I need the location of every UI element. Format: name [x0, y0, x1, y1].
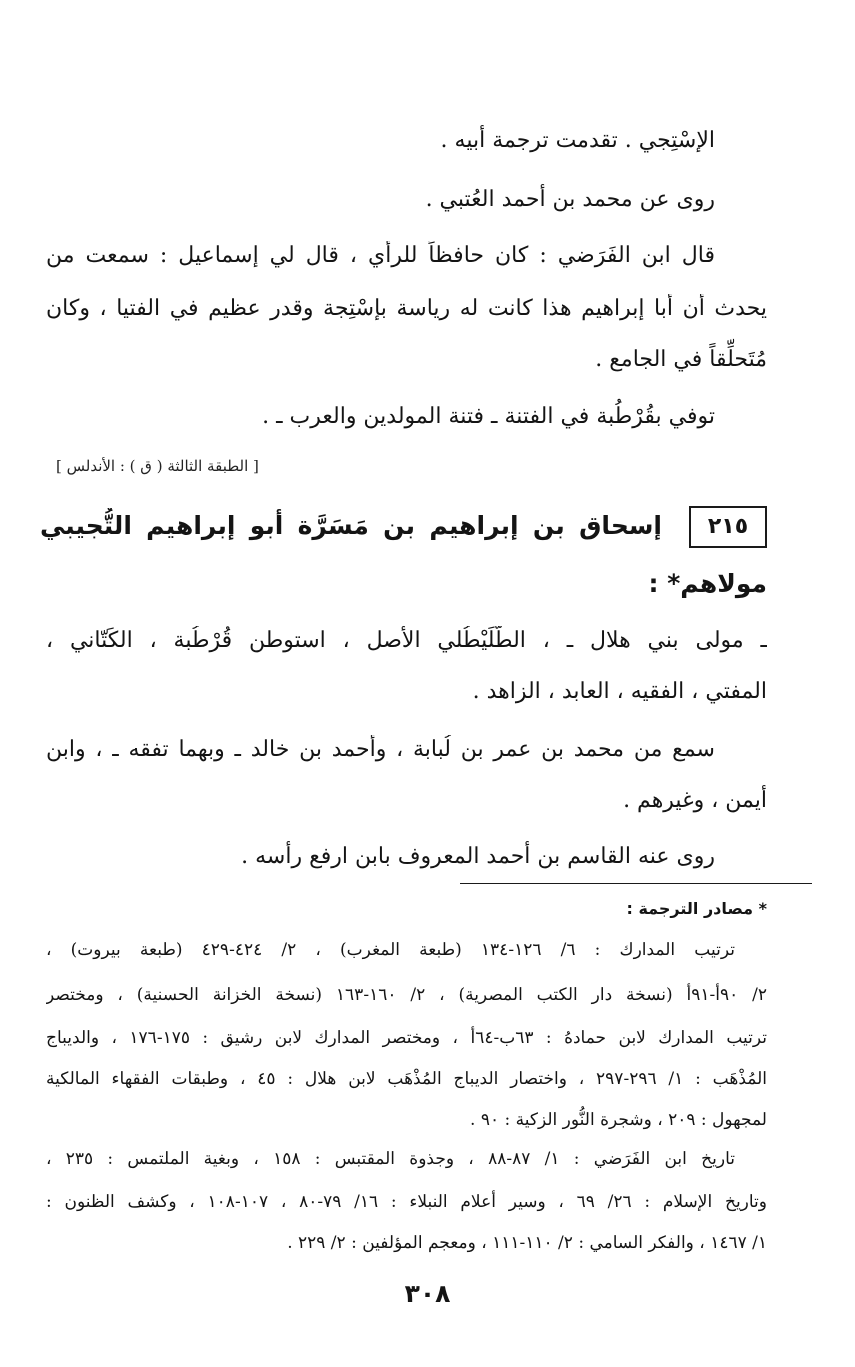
body-line-1: الإسْتِجي . تقدمت ترجمة أبيه .	[440, 128, 715, 153]
footnote-line-5: لمجهول : ٢٠٩ ، وشجرة النُّور الزكية : ٩٠ .	[470, 1110, 767, 1130]
entry-number-box	[689, 506, 767, 548]
entry-line-4: أيمن ، وغيرهم .	[623, 788, 767, 813]
body-line-3: قال ابن الفَرَضي : كان حافظاً للرأي ، قال لي إسماعيل : سمعت من	[46, 243, 715, 268]
entry-heading-line-2: مولاهم* :	[648, 569, 767, 598]
body-line-2: روى عن محمد بن أحمد العُتبي .	[425, 187, 715, 212]
entry-number: ٢١٥	[707, 514, 749, 539]
footnote-line-4: المُذْهَب : ١/ ٢٩٦-٢٩٧ ، واختصار الديباج المُذْهَب لابن هلال : ٤٥ ، وطبقات الفقهاء المالكية	[46, 1069, 767, 1089]
page-number: ٣٠٨	[404, 1279, 451, 1308]
tabaqa-tag: [ الطبقة الثالثة ( ق ) : الأندلس ]	[56, 457, 259, 475]
footnote-line-6: تاريخ ابن الفَرَضي : ١/ ٨٧-٨٨ ، وجذوة المقتبس : ١٥٨ ، وبغية الملتمس : ٢٣٥ ،	[46, 1149, 735, 1169]
entry-line-5: روى عنه القاسم بن أحمد المعروف بابن ارفع رأسه .	[241, 844, 715, 869]
footnote-title: * مصادر الترجمة :	[626, 899, 767, 918]
body-line-4: يحدث أن أبا إبراهيم هذا كانت له رياسة بإسْتِجة وقدر عظيم في الفتيا ، وكان	[46, 296, 767, 321]
footnote-line-2: ٢/ ٩٠أ-٩١أ (نسخة دار الكتب المصرية) ، ٢/ ١٦٠-١٦٣ (نسخة الخزانة الحسنية) ، ومختصر	[46, 985, 767, 1005]
body-line-6: توفي بقُرْطُبة في الفتنة ـ فتنة المولدين والعرب ـ .	[262, 404, 715, 429]
footnote-line-1: ترتيب المدارك : ٦/ ١٢٦-١٣٤ (طبعة المغرب) ، ٢/ ٤٢٤-٤٢٩ (طبعة بيروت) ،	[46, 940, 735, 960]
footnote-separator	[460, 883, 812, 884]
footnote-line-7: وتاريخ الإسلام : ٢٦/ ٦٩ ، وسير أعلام النبلاء : ١٦/ ٧٩-٨٠ ، ١٠٧-١٠٨ ، وكشف الظنون :	[46, 1192, 767, 1212]
footnote-line-3: ترتيب المدارك لابن حمادهُ : ٦٣ب-٦٤أ ، ومختصر المدارك لابن رشيق : ١٧٥-١٧٦ ، والديباج	[46, 1028, 767, 1048]
footnote-line-8: ١/ ١٤٦٧ ، والفكر السامي : ٢/ ١١٠-١١١ ، ومعجم المؤلفين : ٢/ ٢٢٩ .	[287, 1233, 767, 1253]
entry-heading-line-1: إسحاق بن إبراهيم بن مَسَرَّة أبو إبراهيم التُّجيبي	[40, 511, 662, 540]
body-line-5: مُتَحلِّقاً في الجامع .	[595, 347, 767, 372]
entry-line-3: سمع من محمد بن عمر بن لُبابة ، وأحمد بن خالد ـ وبهما تفقه ـ ، وابن	[46, 737, 715, 762]
entry-line-2: المفتي ، الفقيه ، العابد ، الزاهد .	[472, 679, 767, 704]
entry-line-1: ـ مولى بني هلال ـ ، الطُّلَيْطُلي الأصل ، استوطن قُرْطُبة ، الكَتّاني ،	[46, 628, 767, 653]
